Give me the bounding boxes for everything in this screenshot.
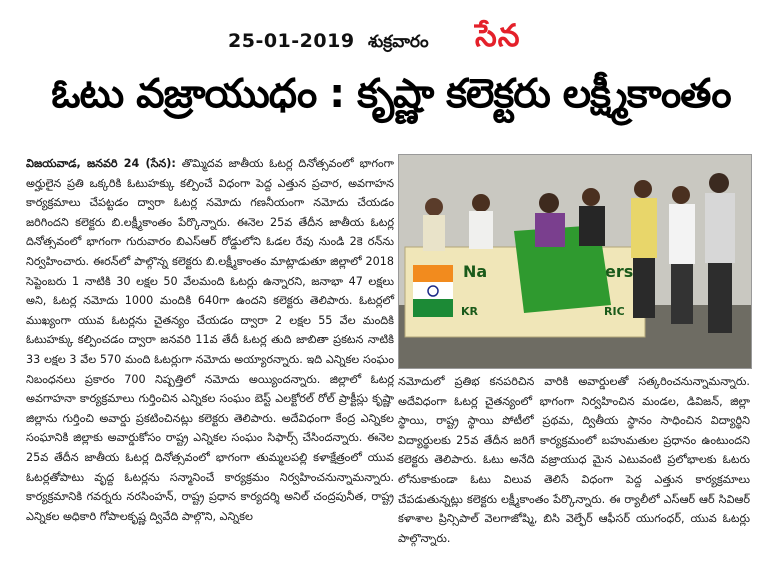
banner-text-3: KR <box>461 305 478 318</box>
banner-text-2: ers <box>605 262 634 281</box>
headline: ఓటు వజ్రాయుధం : కృష్ణా కలెక్టరు లక్ష్మీకాంతం <box>51 71 731 117</box>
banner-text-1: Na <box>463 262 488 281</box>
headline-band <box>34 65 748 123</box>
dateline: విజయవాడ, జనవరి 24 (సేన): <box>26 157 176 170</box>
issue-date: 25-01-2019 <box>228 30 355 52</box>
article-body-left: తొమ్మిదవ జాతీయ ఓటర్ల దినోత్సవంలో భాగంగా అర్హులైన ప్రతి ఒక్కరికి ఓటుహక్కు కల్పించే విధంగా పెద్ద ఎత్తున ప్రచార, అవగాహన కార్యక్రమాలు చేపట్టడం ద్వారా ఓటర్ల నమోదు గణనీయంగా నమోదు చేయడం జరిగిందని కలెక్టరు బి.లక్ష్మీకాంతం పేర్కొన్నారు. ఈనెల 25వ తేదీన జాతీయ ఓటర్ల దినోత్సవంలో భాగంగా గురువారం బిఎస్‌ఆర్ రోడ్డులోని ఓడల రేవు నుండి 2కె రన్‌ను నిర్వహించారు. ఈరన్‌లో పాల్గొన్న కలెక్టరు బి.లక్ష్మీకాంతం మాట్లాడుతూ జిల్లాలో 2018 సెప్టెంబరు 1 నాటికి 30 లక్షల 50 వేలమంది ఓటర్లు ఉన్నారని, జనాభా 47 లక్షలు అని, ఓటర్ల నమోదు 1000 మందికి 640గా ఉందని కలెక్టరు తెలిపారు. ఓటర్లలో ముఖ్యంగా యువ ఓటర్లను చైతన్యం చేయడం ద్వారా 2 లక్షల 55 వేల మందికి ఓటుహక్కు కల్పించడం ద్వారా జనవరి 11వ తేదీ ఓటర్ల తుది జాబితా ప్రకటన నాటికి 33 లక్షల 3 వేల 570 మంది ఓటర్లుగా నమోదు అయ్యారన్నారు. ఇది ఎన్నికల సంఘం నిబంధనలు ప్రకారం 700 నిష్పత్తిలో నమోదు అయ్యిందన్నారు. జిల్లాలో ఓటర్ల అవగాహనా కార్యక్రమాలు గుర్తించిన ఎన్నికల సంఘం బెస్ట్ ఎలక్టోరల్ రోల్ ప్రాక్టీస్లు కృష్ణా జిల్లాను గుర్తించి అవార్డు ప్రకటించినట్లు కలెక్టరు తెలిపారు. అదేవిధంగా కేంద్ర ఎన్నికల సంఘానికి జిల్లాకు అవార్డుకోసం రాష్ట్ర ఎన్నికల సంఘం సిఫార్స్ చేసిందన్నారు. ఈనెల 25వ తేదీన జాతీయ ఓటర్ల దినోత్సవంలో భాగంగా తుమ్మలపల్లి కళాక్షేత్రంలో యువ ఓటర్లతోపాటు వృద్ద ఓటర్లను సన్మానించే కార్యక్రమం నిర్వహించనున్నామన్నారు. కార్యక్రమానికి గవర్నరు నరసింహన్, రాష్ట్ర ప్రధాన కార్యదర్శి అనిల్ చంద్రపునీత, రాష్ట్ర ఎన్నికల అధికారి గోపాలకృష్ణ ద్వివేది పాల్గొని, ఎన్నికల <box>26 157 394 523</box>
banner-text-4: RIC <box>604 305 625 318</box>
article-column-left <box>26 154 394 526</box>
newspaper-logo: సేన <box>475 18 521 54</box>
article-column-right <box>398 372 750 548</box>
news-photo <box>398 154 752 369</box>
issue-day: శుక్రవారం <box>368 32 429 52</box>
article-paragraph <box>26 154 394 526</box>
rally-photo-illustration <box>399 155 751 368</box>
masthead <box>228 18 548 58</box>
article-body-right: నమోదులో ప్రతిభ కనపరిచిన వారికి అవార్డులతో సత్కరించనున్నామన్నారు. అదేవిధంగా ఓటర్ల చైతన్యంలో భాగంగా నిర్వహించిన మండల, డివిజన్, జిల్లా స్థాయి, రాష్ట్ర స్థాయి పోటీలో ప్రథమ, ద్వితీయ స్థానం సాధించిన విద్యార్థిని విద్యార్థులకు 25వ తేదీన జరిగే కార్యక్రమంలో బహుమతుల ప్రధానం ఉంటుందని కలెక్టరు తెలిపారు. ఓటు అనేది వజ్రాయుధ మైన ఎటువంటి ప్రలోభాలకు ఓటరు లోనుకాకుండా ఓటు విలువ తెలిసే విధంగా పెద్ద ఎత్తున కార్యక్రమాలు చేపడుతున్నట్లు కలెక్టరు లక్ష్మీకాంతం పేర్కొన్నారు. ఈ ర్యాలీలో ఎస్‌ఆర్ ఆర్ సివిఆర్ కళాశాల ప్రిన్సిపాల్ వెలగాజోష్మి, బిసి వెల్ఫేర్ ఆఫీసర్ యుగంధర్, యువ ఓటర్లు పాల్గొన్నారు. <box>398 375 750 545</box>
